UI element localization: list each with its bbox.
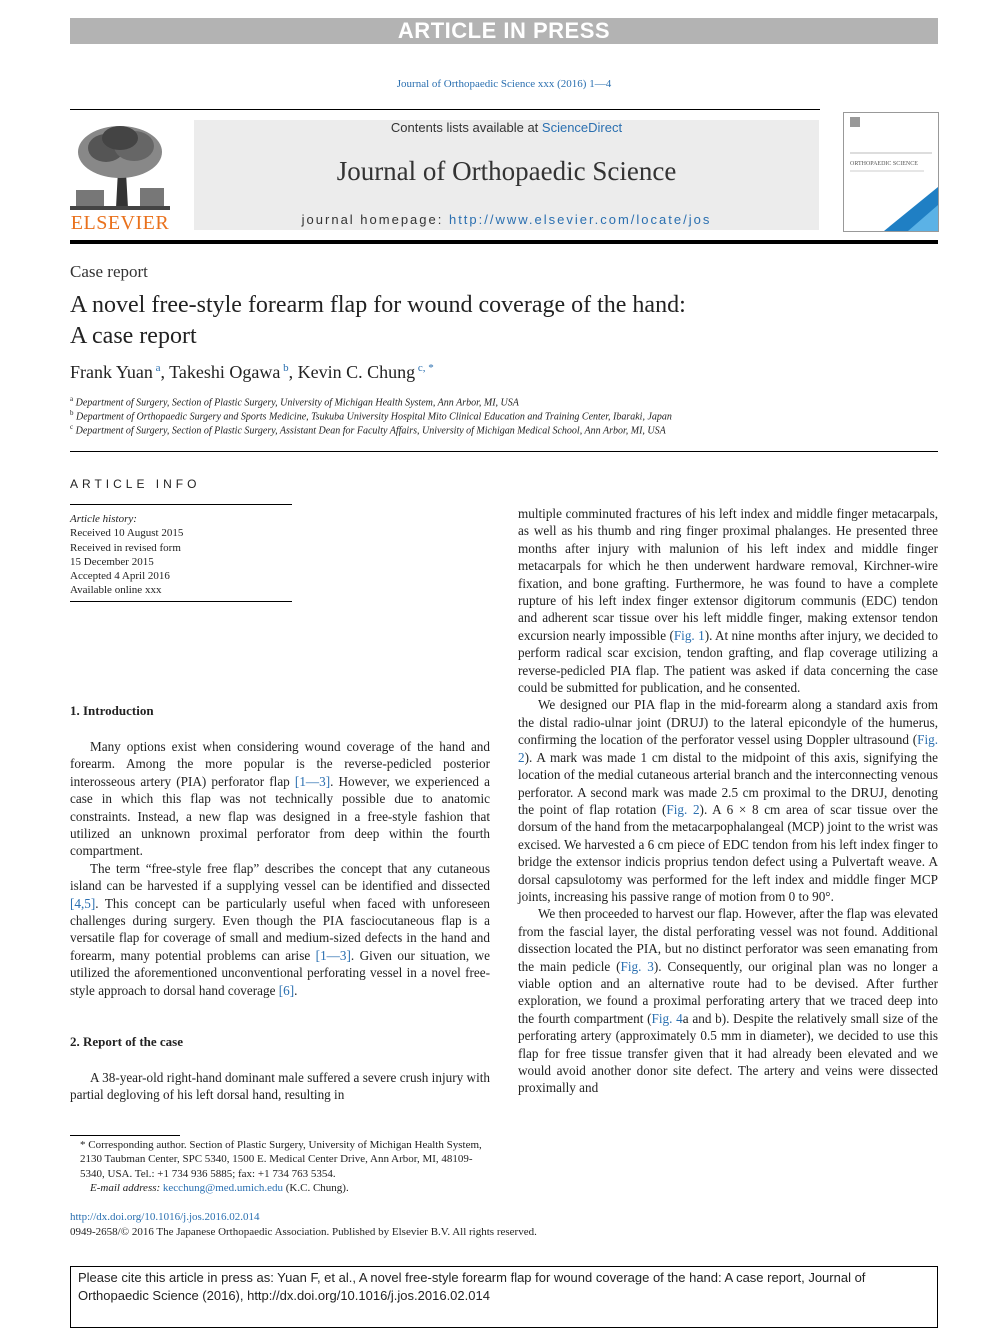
intro-paragraph-2	[70, 860, 490, 999]
corresponding-author-footnote	[70, 1138, 490, 1195]
figure-link[interactable]: Fig. 3	[620, 958, 654, 974]
section-heading-introduction: 1. Introduction	[70, 703, 154, 718]
homepage-prefix: journal homepage:	[301, 212, 449, 227]
copyright-line: 0949-2658/© 2016 The Japanese Orthopaedic Association. Published by Elsevier B.V. All rights reserved.	[70, 1226, 537, 1238]
article-info-rule-top	[70, 504, 292, 505]
email-label: E-mail address:	[90, 1181, 163, 1194]
history-entry: 15 December 2015	[70, 555, 154, 568]
text-run: ). A mark was made 1 cm distal to the midpoint of this axis, signifying the location of the medial cutaneous arterial branch and the interconnecting venous perforator. A second mark was made 2.5 cm proximal to the DRUJ, denoting the point of flap rotation (	[518, 749, 938, 817]
journal-cover-thumbnail[interactable]	[843, 112, 939, 232]
article-info-rule-bottom	[70, 601, 292, 602]
case-paragraph-harvest	[518, 905, 938, 1096]
text-run: .	[294, 982, 298, 998]
author-name[interactable]: Takeshi Ogawa	[169, 362, 281, 382]
reference-link[interactable]: [6]	[278, 982, 295, 998]
footnote-text: * Corresponding author. Section of Plastic Surgery, University of Michigan Health System, 2130 Taubman Center, SPC 5340, 1500 E. Medical Center Drive, Ann Arbor, MI, 48109-5340, USA. Tel.: +1 734 936 5885; fax: +1 734 763 5354.	[80, 1139, 482, 1180]
history-entry: Available online xxx	[70, 584, 162, 597]
affiliation-key: b	[70, 409, 74, 417]
report-paragraph-1: A 38-year-old right-hand dominant male suffered a severe crush injury with partial degloving of his left dorsal hand, resulting in	[70, 1070, 490, 1103]
affiliation-key: c	[70, 423, 74, 431]
thick-rule	[70, 240, 938, 244]
doi-link[interactable]: http://dx.doi.org/10.1016/j.jos.2016.02.014	[70, 1211, 260, 1223]
history-entry: Received 10 August 2015	[70, 527, 184, 540]
text-run: The term “free-style free flap” describes the concept that any cutaneous island can be harvested if a supplying vessel can be identified and dissected	[70, 860, 490, 894]
author-list	[70, 362, 938, 383]
title-line-2: A case report	[70, 323, 197, 349]
case-paragraph-design	[518, 696, 938, 905]
affiliation-key: a	[70, 395, 74, 403]
title-line-1: A novel free-style forearm flap for wound coverage of the hand:	[70, 292, 686, 318]
homepage-link[interactable]: http://www.elsevier.com/locate/jos	[448, 212, 712, 227]
article-info-heading: ARTICLE INFO	[70, 477, 201, 491]
sciencedirect-link[interactable]: ScienceDirect	[541, 120, 623, 135]
text-run: We designed our PIA flap in the mid-forearm along a standard axis from the distal radio-ulnar joint (DRUJ) to the lateral epicondyle of the humerus, confirming the location of the perforator vessel using Doppler ultrasound (	[518, 697, 938, 748]
figure-link[interactable]: Fig. 2	[518, 732, 938, 765]
journal-homepage	[194, 212, 819, 227]
reference-link[interactable]: [4,5]	[70, 895, 96, 911]
journal-citation-line[interactable]: Journal of Orthopaedic Science xxx (2016) 1—4	[396, 78, 612, 90]
intro-paragraph-1	[70, 738, 490, 860]
affiliation	[70, 409, 938, 422]
email-owner: (K.C. Chung).	[283, 1181, 349, 1194]
author-affil-marker[interactable]: b	[280, 362, 289, 374]
journal-title: Journal of Orthopaedic Science	[336, 156, 677, 186]
history-entry: Accepted 4 April 2016	[70, 570, 170, 583]
section-heading-report: 2. Report of the case	[70, 1034, 183, 1049]
text-run: multiple comminuted fractures of his left index and middle finger metacarpals, as well as his thumb and ring finger proximal phalanges. He presented three months after injury with malunion of his left index and middle finger metacarpals for which he then underwent hardware removal, Kirchner-wire fixation, and bone grafting. Furthermore, he was found to have a complete rupture of his left index finger extensor digitorum communis (EDC) tendon and adherent scar tissue over his left middle finger, making extensor tendon excursion nearly impossible (	[518, 506, 938, 643]
article-title	[70, 290, 938, 352]
article-history	[70, 512, 183, 598]
figure-link[interactable]: Fig. 2	[666, 801, 700, 817]
email-line	[70, 1181, 490, 1195]
text-run: ). At nine months after injury, we decided to perform radical scar excision, tendon grafting, and flap coverage utilizing a reverse-pedicled PIA flap. The patient was asked if data concerning the case could be submitted for publication, and he consented.	[518, 627, 938, 696]
contents-line	[194, 120, 819, 135]
text-run: We then proceeded to harvest our flap. However, after the flap was elevated from the fascial layer, the distal perforating vessel was not found. Additional dissection located the PIA, but no distinct perforator was seen emanating from the main pedicle (	[518, 906, 938, 974]
text-run: . However, we experienced a case in which this flap was not technically possible due to anatomic constraints. Instead, a new flap was designed in a free-style fashion that utilized an unknown proximal perforator from deep within the fourth compartment.	[70, 773, 490, 859]
affiliation-text: Department of Surgery, Section of Plastic Surgery, Assistant Dean for Faculty Affairs, University of Michigan Medical School, Ann Arbor, MI, USA	[73, 425, 666, 437]
left-column-intro	[70, 738, 490, 999]
header-rule	[70, 109, 820, 110]
case-paragraph-continued	[518, 505, 938, 696]
text-run: . This concept can be particularly useful when faced with unforeseen challenges during surgery. Even though the PIA fasciocutaneous flap is a versatile flap for coverage of small and medium-sized defects in the hand and forearm, many potential problems can arise	[70, 895, 490, 963]
left-column-report	[70, 1069, 490, 1104]
history-entry: Received in revised form	[70, 541, 181, 554]
text-run: ). A 6 × 8 cm area of scar tissue over the dorsum of the hand from the metacarpophalangeal (MCP) joint to the wrist was excised. We harvested a 6 cm piece of EDC tendon from his left index finger to bridge the extensor indicis proprius tendon defect using a Pulvertaft weave. A dorsal capsulotomy was performed for the left index and middle finger MCP joints, increasing his passive range of motion from 0 to 90°.	[518, 801, 938, 904]
cover-title: ORTHOPAEDIC SCIENCE	[850, 161, 918, 167]
author-separator: ,	[160, 362, 170, 382]
affiliation	[70, 423, 938, 436]
footnote-rule	[70, 1135, 180, 1136]
author-name[interactable]: Frank Yuan	[70, 362, 153, 382]
please-cite-box: Please cite this article in press as: Yuan F, et al., A novel free-style forearm flap for wound coverage of the hand: A case report, Journal of Orthopaedic Science (2016), http://dx.doi.org/10.1016/j.jos.2016.02.014	[70, 1266, 938, 1328]
affiliation	[70, 395, 938, 408]
text-run: a and b). Despite the relatively small size of the perforating artery (approximately 0.5 mm in diameter), we decided to use this flap for free tissue transfer given that it had already been elevated and we would avoid another donor site defect. The artery and veins were dissected proximally and	[518, 1010, 939, 1096]
elsevier-wordmark: ELSEVIER	[70, 212, 170, 234]
title-divider	[70, 451, 938, 452]
text-run: Many options exist when considering wound coverage of the hand and forearm. Among the more popular is the reverse-pedicled posterior interosseous artery (PIA) perforator flap	[70, 739, 490, 789]
author-affil-marker[interactable]: c, *	[415, 362, 434, 374]
right-column	[518, 505, 938, 1097]
article-type: Case report	[70, 262, 148, 281]
author-name[interactable]: Kevin C. Chung	[297, 362, 416, 382]
author-separator: ,	[288, 362, 298, 382]
article-in-press-banner: ARTICLE IN PRESS	[70, 18, 938, 44]
email-link[interactable]: kecchung@med.umich.edu	[162, 1181, 284, 1194]
reference-link[interactable]: [1—3]	[315, 947, 351, 963]
affiliation-text: Department of Orthopaedic Surgery and Sports Medicine, Tsukuba University Hospital Mito Clinical Education and Training Center, Ibaraki, Japan	[73, 411, 672, 423]
text-run: . Given our situation, we utilized the aforementioned unconventional perforating vessel in a novel free-style approach to dorsal hand coverage	[70, 947, 490, 998]
history-label: Article history:	[70, 513, 137, 525]
figure-link[interactable]: Fig. 1	[673, 627, 705, 643]
figure-link[interactable]: Fig. 4	[651, 1010, 683, 1026]
author-affil-marker[interactable]: a	[152, 362, 161, 374]
affiliation-text: Department of Surgery, Section of Plastic Surgery, University of Michigan Health System, Ann Arbor, MI, USA	[73, 397, 519, 409]
reference-link[interactable]: [1—3]	[294, 773, 331, 789]
text-run: ). Consequently, our original plan was no longer a viable option and an alternative route had to be devised. After further exploration, we found a proximal perforating artery that we traced deep into the fourth compartment (	[518, 958, 939, 1026]
contents-prefix: Contents lists available at	[390, 120, 542, 135]
